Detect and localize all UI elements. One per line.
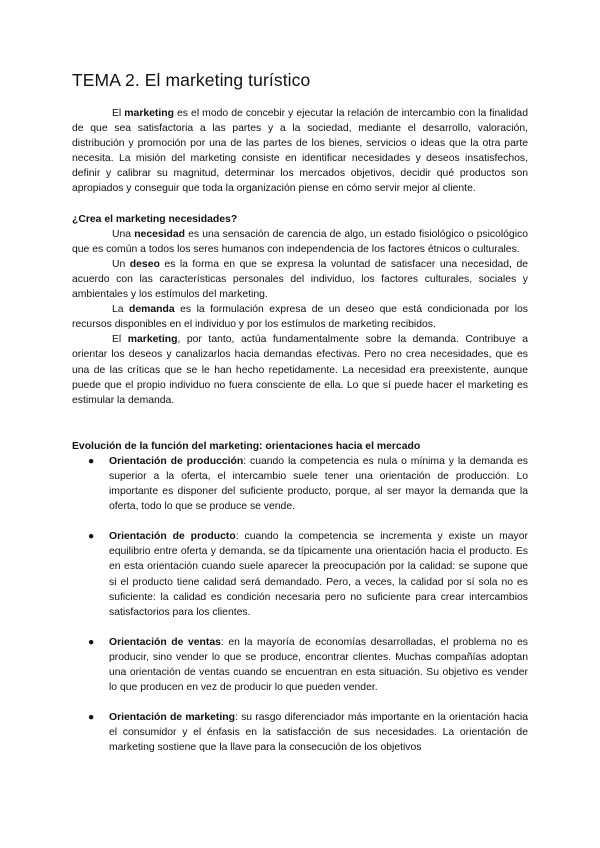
p3-text: es la formulación expresa de un deseo que está condicionada por los recursos disponibles en el individuo y por los estímulos de marketing recibidos. xyxy=(72,304,528,331)
p3-bold-term: demanda xyxy=(129,304,175,316)
orientations-list xyxy=(72,454,528,756)
p4-bold-term: marketing xyxy=(127,334,178,346)
item-bold-term: Orientación de producto xyxy=(109,531,236,543)
paragraph-deseo xyxy=(72,257,528,302)
bullet-icon: ● xyxy=(88,636,95,648)
list-item xyxy=(72,635,528,695)
list-item xyxy=(72,454,528,514)
p2-prefix: Un xyxy=(112,258,130,270)
p2-bold-term: deseo xyxy=(129,258,160,270)
item-bold-term: Orientación de marketing xyxy=(109,712,235,724)
page-title: TEMA 2. El marketing turístico xyxy=(72,70,311,90)
p1-text: es una sensación de carencia de algo, un estado fisiológico o psicológico que es común a todos los seres humanos con independencia de los factores étnicos o culturales. xyxy=(72,228,528,255)
paragraph-necesidad xyxy=(72,227,528,257)
p4-prefix: El xyxy=(112,334,128,346)
list-item xyxy=(72,529,528,620)
item-text: : su rasgo diferenciador más importante en la orientación hacia el consumidor y el énfasis en la satisfacción de sus necesidades. La orientación de marketing sostiene que la llave para la consecución de los objetivos xyxy=(109,712,528,754)
item-text: : cuando la competencia se incrementa y existe un mayor equilibrio entre oferta y demanda, se da típicamente una orientación hacia el producto. Es en esta orientación cuando suele aparecer la preocupación por la calidad: se supone que si el producto tiene calidad será demandado. Pero, a veces, la calidad por sí sola no es suficiente: la calidad es condición necesaria pero no suficiente para crear intercambios satisfactorios para los clientes. xyxy=(109,531,528,618)
bullet-icon: ● xyxy=(88,455,95,467)
paragraph-marketing xyxy=(72,332,528,407)
document-body xyxy=(72,106,528,755)
bullet-icon: ● xyxy=(88,712,95,724)
intro-paragraph xyxy=(72,106,528,197)
list-item xyxy=(72,710,528,755)
item-bold-term: Orientación de ventas xyxy=(109,636,221,648)
item-text: : cuando la competencia es nula o mínima y la demanda es superior a la oferta, el intercambio suele tener una orientación de producción. Lo importante es disponer del suficiente producto, porque, al ser mayor la demanda que la oferta, todo lo que se produce se vende. xyxy=(109,455,528,513)
section-heading-necesidades: ¿Crea el marketing necesidades? xyxy=(72,213,238,225)
p2-text: es la forma en que se expresa la voluntad de satisfacer una necesidad, de acuerdo con las características personales del individuo, los factores culturales, sociales y ambientales y los estímulos del marketing. xyxy=(72,258,528,301)
intro-text: es el modo de concebir y ejecutar la relación de intercambio con la finalidad de que sea satisfactoria a las partes y a la sociedad, mediante el desarrollo, valoración, distribución y promoción por una de las partes de los bienes, servicios o ideas que la otra parte necesita. La misión del marketing consiste en identificar necesidades y deseos insatisfechos, definir y calibrar su magnitud, determinar los mercados objetivos, decidir qué productos son apropiados y conseguir que toda la organización piense en cómo servir mejor al cliente. xyxy=(72,108,528,195)
intro-bold-term: marketing xyxy=(124,108,174,119)
item-text: : en la mayoría de economías desarrolladas, el problema no es producir, sino vender lo que se produce, encontrar clientes. Muchas compañías adoptan una orientación de ventas cuando se encuentran en esta situación. Su objetivo es vender lo que producen en vez de producir lo que pueden vender. xyxy=(109,636,529,694)
p1-prefix: Una xyxy=(112,228,135,240)
intro-prefix: El xyxy=(112,108,125,119)
p3-prefix: La xyxy=(112,304,130,316)
p4-text: , por tanto, actúa fundamentalmente sobre la demanda. Contribuye a orientar los deseos y canalizarlos hacia demandas efectivas. Pero no crea necesidades, que es una de las críticas que se le han hecho repetidamente. La necesidad era preexistente, aunque puede que el propio individuo no fuera consciente de ella. Lo que sí puede hacer el marketing es estimular la demanda. xyxy=(72,334,528,406)
p1-bold-term: necesidad xyxy=(134,228,186,240)
paragraph-demanda xyxy=(72,302,528,332)
section-heading-evolucion: Evolución de la función del marketing: orientaciones hacia el mercado xyxy=(72,440,421,452)
item-bold-term: Orientación de producción xyxy=(109,455,244,467)
bullet-icon: ● xyxy=(88,531,95,543)
